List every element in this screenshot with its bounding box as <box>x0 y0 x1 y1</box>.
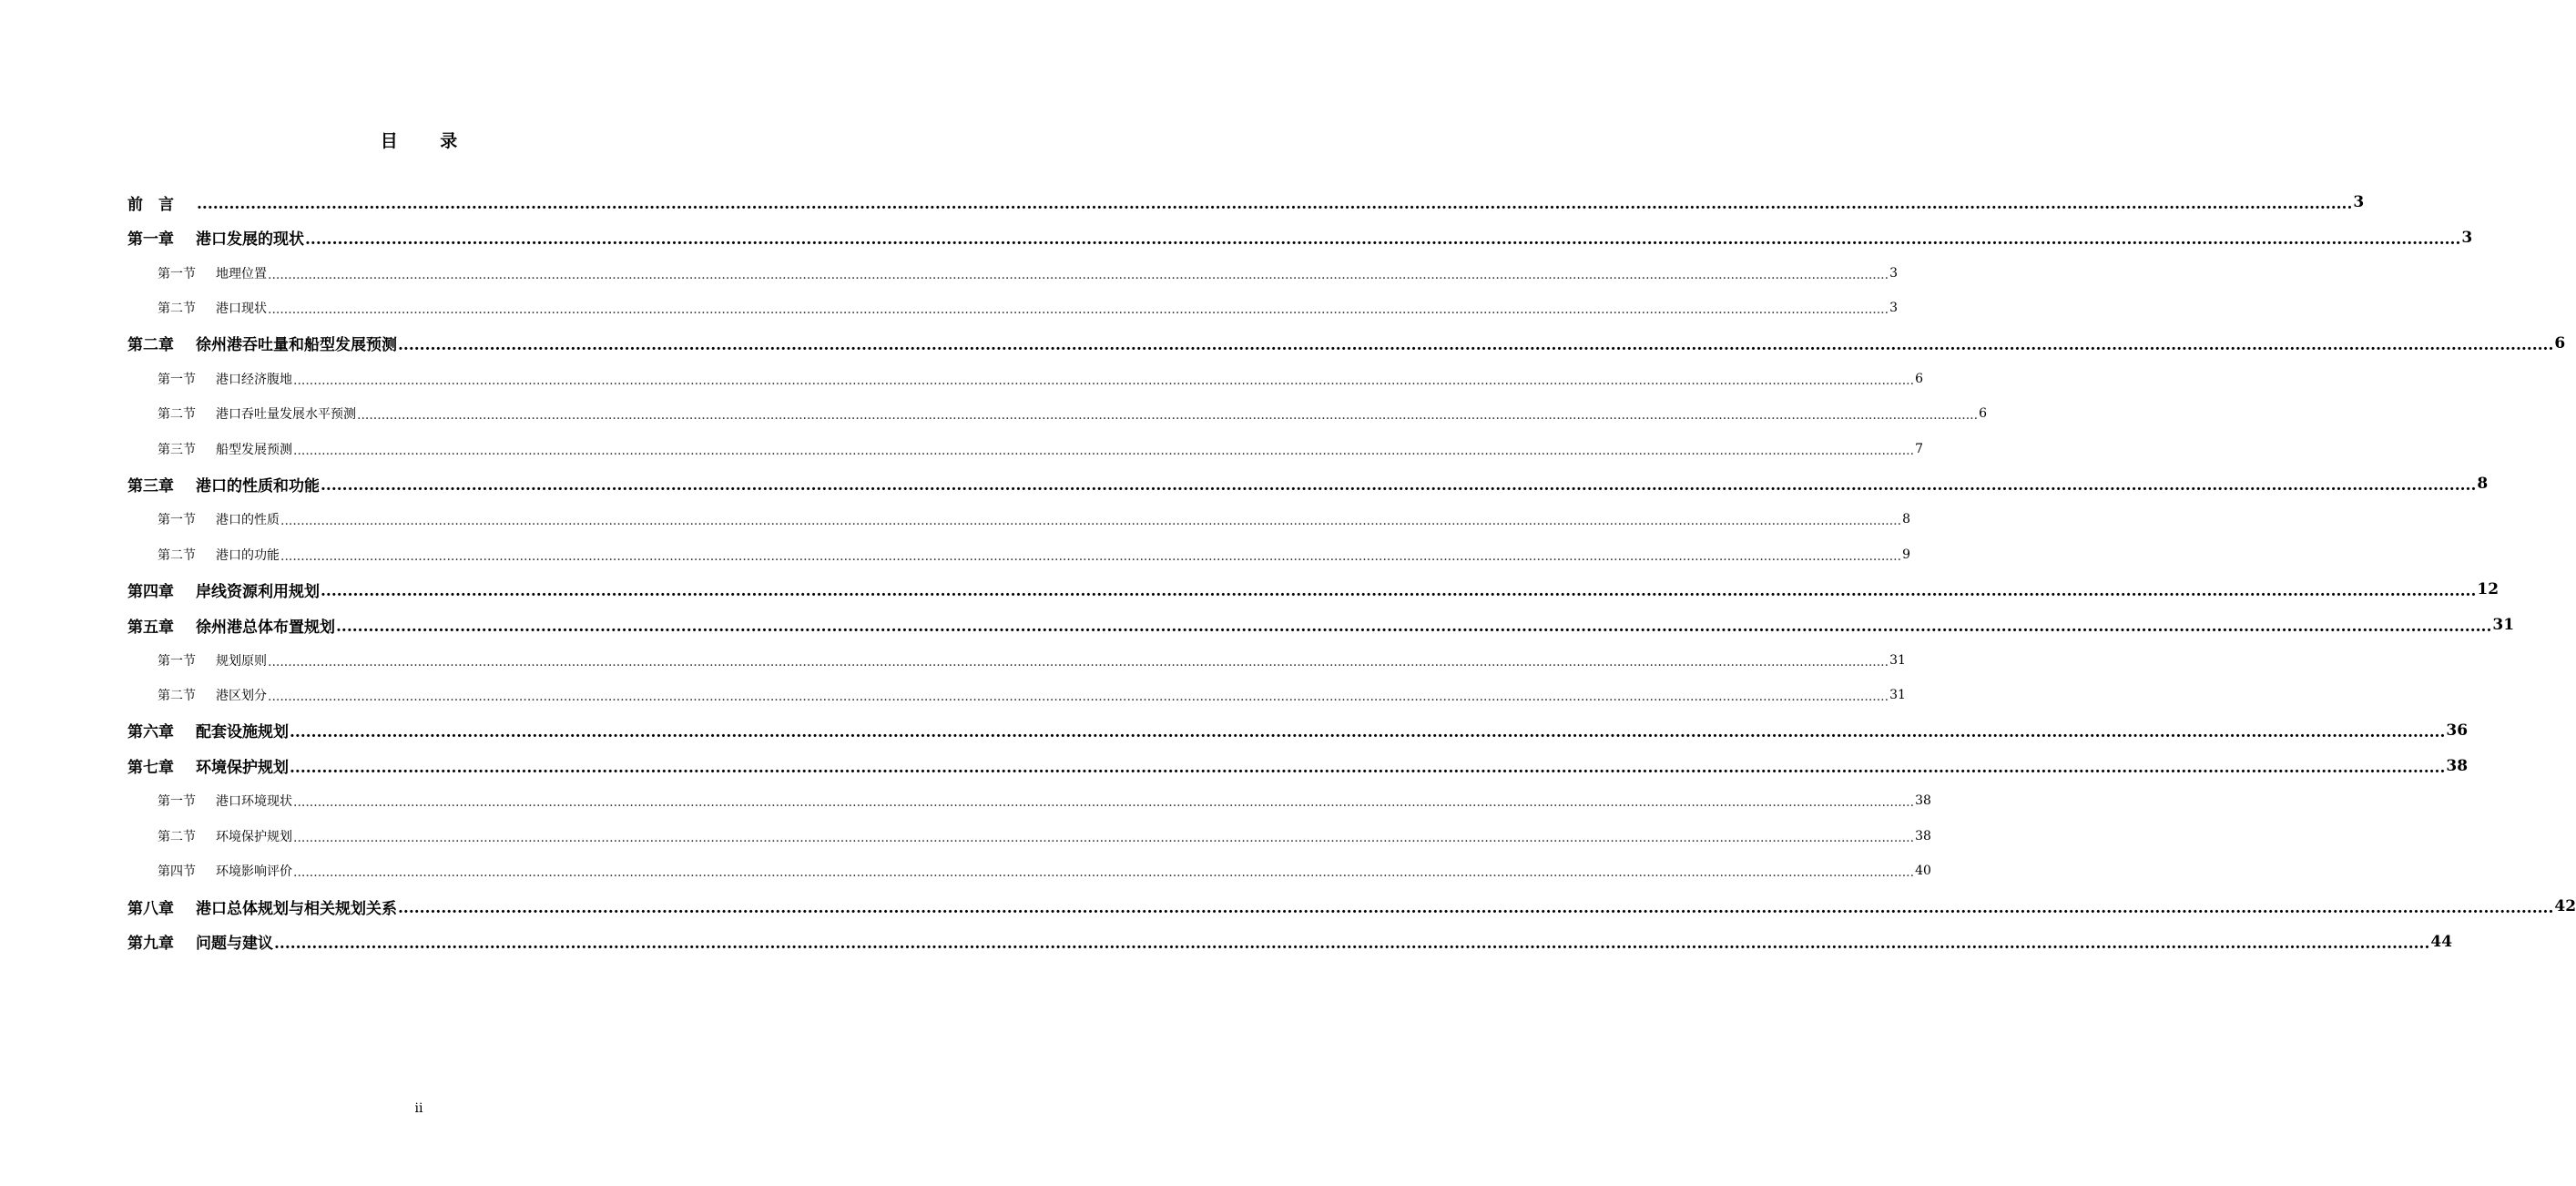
toc-entry-label: 第二节 <box>158 407 196 423</box>
toc-section-entry[interactable] <box>127 502 1910 537</box>
toc-chapter-entry[interactable] <box>127 748 2469 783</box>
toc-leader-dots: ................................................................................................................................................................................................................................................................................................................................................................................................................ <box>293 865 1915 881</box>
toc-entry-page: 6 <box>2554 333 2566 353</box>
toc-entry-label: 第八章 <box>127 899 174 918</box>
toc-entry-label: 第二节 <box>158 547 196 563</box>
toc-entry-page: 8 <box>2477 475 2489 494</box>
toc-entry-page: 6 <box>1915 371 1923 386</box>
toc-entry-title: 环境保护规划 <box>216 829 292 844</box>
toc-leader-dots: ................................................................................................................................................................................................................................................................................................................................................................................................................ <box>321 476 2477 496</box>
toc-entry-label: 第一节 <box>158 653 196 669</box>
toc-entry-page: 12 <box>2477 580 2500 599</box>
toc-leader-dots: ................................................................................................................................................................................................................................................................................................................................................................................................................ <box>268 302 1889 318</box>
toc-entry-page: 3 <box>1889 265 1898 281</box>
toc-entry-label: 第四节 <box>158 864 196 880</box>
toc-leader-dots: ................................................................................................................................................................................................................................................................................................................................................................................................................ <box>398 335 2554 354</box>
toc-entry-title: 港口经济腹地 <box>216 372 292 387</box>
toc-leader-dots: ................................................................................................................................................................................................................................................................................................................................................................................................................ <box>280 548 1902 564</box>
toc-entry-title: 徐州港吞吐量和船型发展预测 <box>196 336 397 355</box>
toc-entry-title: 港口环境现状 <box>216 794 292 810</box>
toc-entry-title: 港口吞吐量发展水平预测 <box>216 407 356 423</box>
toc-chapter-entry[interactable] <box>127 466 2489 502</box>
toc-chapter-entry[interactable] <box>127 326 2566 362</box>
toc-entry-page: 8 <box>1902 512 1910 527</box>
toc-entry-title: 港区划分 <box>216 689 267 704</box>
toc-entry-label: 第四章 <box>127 582 174 601</box>
toc-entry-page: 44 <box>2430 932 2453 951</box>
page-number: ii <box>414 1101 423 1116</box>
toc-entry-page: 31 <box>2492 616 2515 634</box>
toc-entry-label: 第二章 <box>127 336 174 355</box>
toc-leader-dots: ................................................................................................................................................................................................................................................................................................................................................................................................................ <box>293 795 1915 811</box>
toc-leader-dots: ................................................................................................................................................................................................................................................................................................................................................................................................................ <box>274 934 2430 953</box>
toc-entry-page: 9 <box>1902 547 1910 562</box>
toc-leader-dots: ................................................................................................................................................................................................................................................................................................................................................................................................................ <box>290 758 2446 777</box>
toc-section-entry[interactable] <box>127 431 1923 466</box>
toc-chapter-entry[interactable] <box>127 572 2500 608</box>
toc-entry-page: 3 <box>1889 301 1898 316</box>
toc-leader-dots: ................................................................................................................................................................................................................................................................................................................................................................................................................ <box>290 722 2446 741</box>
toc-entry-page: 42 <box>2554 897 2576 916</box>
toc-section-entry[interactable] <box>127 678 1906 713</box>
toc-entry-page: 3 <box>2353 193 2365 212</box>
toc-chapter-entry[interactable] <box>127 889 2576 925</box>
toc-entry-page: 38 <box>1915 793 1931 809</box>
toc-entry-label: 第二节 <box>158 829 196 844</box>
toc-entry-page: 31 <box>1889 688 1906 703</box>
toc-entry-title: 港口发展的现状 <box>196 230 304 250</box>
table-of-contents <box>127 185 2576 959</box>
toc-leader-dots: ................................................................................................................................................................................................................................................................................................................................................................................................................ <box>268 654 1889 670</box>
toc-entry-label: 第二节 <box>158 302 196 317</box>
toc-leader-dots: ................................................................................................................................................................................................................................................................................................................................................................................................................ <box>197 195 2353 214</box>
toc-entry-title: 配套设施规划 <box>196 723 289 742</box>
toc-section-entry[interactable] <box>127 783 1931 819</box>
toc-entry-page: 38 <box>1915 828 1931 843</box>
toc-entry-page: 31 <box>1889 652 1906 668</box>
toc-chapter-entry[interactable] <box>127 713 2469 749</box>
toc-entry-title: 港口的功能 <box>216 547 280 563</box>
toc-entry-page: 3 <box>2461 228 2473 247</box>
toc-section-entry[interactable] <box>127 819 1931 854</box>
toc-section-entry[interactable] <box>127 396 1987 432</box>
page-title: 目 录 <box>380 131 476 151</box>
toc-section-entry[interactable] <box>127 854 1931 889</box>
toc-leader-dots: ................................................................................................................................................................................................................................................................................................................................................................................................................ <box>268 690 1889 705</box>
toc-entry-title: 港口现状 <box>216 302 267 317</box>
toc-entry-title: 环境保护规划 <box>196 759 289 778</box>
toc-entry-label: 第一节 <box>158 372 196 387</box>
toc-entry-label: 第二节 <box>158 689 196 704</box>
toc-entry-page: 36 <box>2446 721 2469 740</box>
toc-leader-dots: ................................................................................................................................................................................................................................................................................................................................................................................................................ <box>293 830 1915 845</box>
toc-leader-dots: ................................................................................................................................................................................................................................................................................................................................................................................................................ <box>321 582 2477 601</box>
toc-entry-label: 第一节 <box>158 794 196 810</box>
toc-entry-label: 第六章 <box>127 723 174 742</box>
toc-entry-title: 港口总体规划与相关规划关系 <box>196 899 397 918</box>
toc-entry-title: 港口的性质 <box>216 513 280 528</box>
toc-leader-dots: ................................................................................................................................................................................................................................................................................................................................................................................................................ <box>268 267 1889 282</box>
toc-chapter-entry[interactable] <box>127 220 2473 256</box>
toc-leader-dots: ................................................................................................................................................................................................................................................................................................................................................................................................................ <box>398 899 2554 918</box>
toc-leader-dots: ................................................................................................................................................................................................................................................................................................................................................................................................................ <box>336 618 2492 636</box>
toc-section-entry[interactable] <box>127 291 1898 326</box>
toc-leader-dots: ................................................................................................................................................................................................................................................................................................................................................................................................................ <box>305 230 2461 249</box>
toc-leader-dots: ................................................................................................................................................................................................................................................................................................................................................................................................................ <box>357 408 1979 424</box>
toc-entry-label: 第三节 <box>158 442 196 457</box>
toc-chapter-entry[interactable] <box>127 185 2365 220</box>
toc-entry-label: 第五章 <box>127 618 174 637</box>
toc-entry-title: 港口的性质和功能 <box>196 476 320 496</box>
toc-leader-dots: ................................................................................................................................................................................................................................................................................................................................................................................................................ <box>293 443 1915 458</box>
toc-entry-page: 40 <box>1915 864 1931 879</box>
toc-leader-dots: ................................................................................................................................................................................................................................................................................................................................................................................................................ <box>280 514 1902 529</box>
toc-entry-page: 7 <box>1915 441 1923 456</box>
toc-chapter-entry[interactable] <box>127 608 2515 643</box>
toc-section-entry[interactable] <box>127 361 1923 396</box>
toc-entry-label: 第三章 <box>127 476 174 496</box>
toc-entry-title: 环境影响评价 <box>216 864 292 880</box>
toc-entry-label: 第一节 <box>158 513 196 528</box>
toc-entry-label: 第一节 <box>158 266 196 281</box>
toc-entry-label: 第一章 <box>127 230 174 250</box>
toc-leader-dots: ................................................................................................................................................................................................................................................................................................................................................................................................................ <box>293 373 1915 388</box>
toc-entry-page: 6 <box>1979 406 1987 422</box>
toc-entry-page: 38 <box>2446 756 2469 775</box>
toc-entry-label: 第七章 <box>127 759 174 778</box>
toc-entry-title: 徐州港总体布置规划 <box>196 618 335 637</box>
toc-chapter-entry[interactable] <box>127 924 2453 959</box>
toc-entry-title: 问题与建议 <box>196 935 273 954</box>
toc-entry-title: 船型发展预测 <box>216 442 292 457</box>
toc-section-entry[interactable] <box>127 537 1910 572</box>
toc-section-entry[interactable] <box>127 642 1906 678</box>
toc-entry-title: 地理位置 <box>216 266 267 281</box>
toc-entry-label: 前 言 <box>127 195 174 214</box>
toc-entry-label: 第九章 <box>127 935 174 954</box>
toc-entry-title: 岸线资源利用规划 <box>196 582 320 601</box>
toc-section-entry[interactable] <box>127 255 1898 291</box>
toc-entry-title: 规划原则 <box>216 653 267 669</box>
